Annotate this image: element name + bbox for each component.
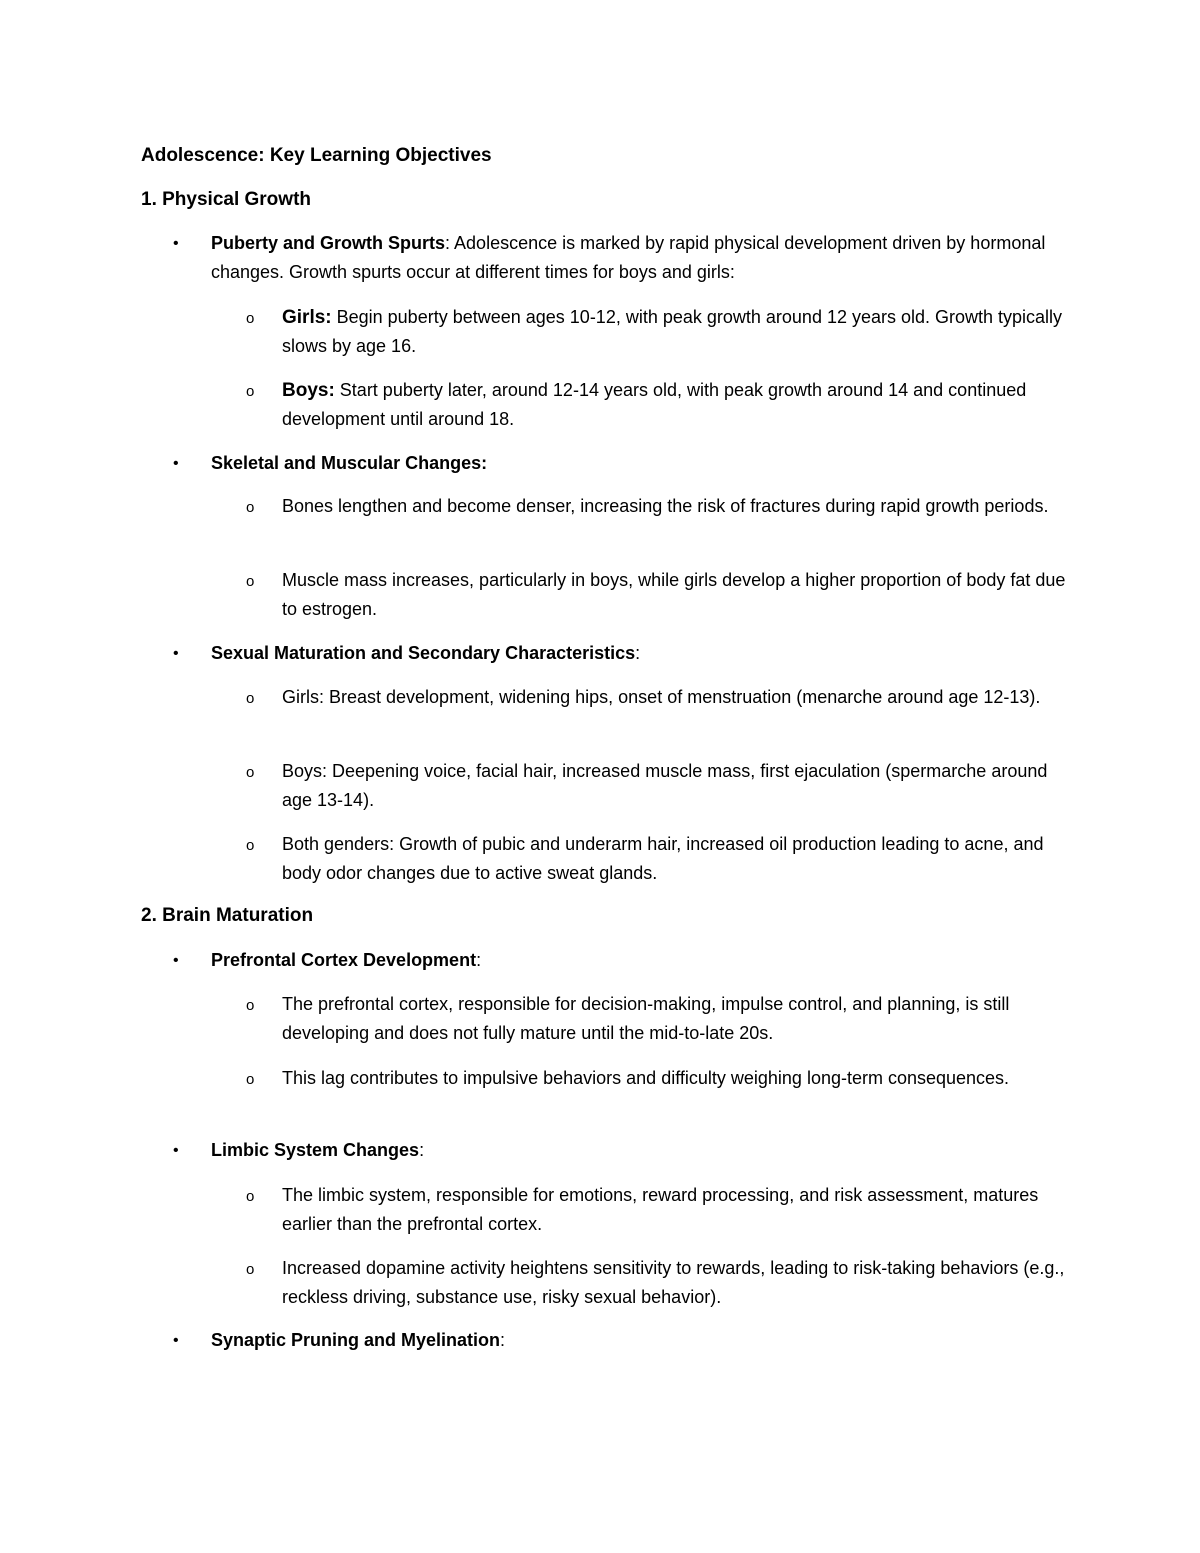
bullet-icon: • [173,455,179,472]
sub-bullet-label: Boys: [282,380,335,401]
document-title: Adolescence: Key Learning Objectives [141,145,492,166]
bullet-synaptic-pruning [173,1326,1061,1355]
bullet-icon: • [173,1332,179,1349]
sub-bullet-text: Both genders: Growth of pubic and underarm hair, increased oil production leading to acne, and body odor changes due to active sweat glands. [282,834,1044,883]
section-heading-brain-maturation: 2. Brain Maturation [141,905,314,926]
sub-bullet-text: Increased dopamine activity heightens sensitivity to rewards, leading to risk-taking behaviors (e.g., reckless driving, substance use, risky sexual behavior). [282,1258,1065,1307]
sub-bullet-icon: o [246,837,255,854]
sub-bullet-icon: o [246,1071,255,1088]
sub-bullet-icon: o [246,1261,255,1278]
sub-bullet-icon: o [246,499,255,516]
bullet-prefrontal-cortex [173,946,1061,975]
sub-bullet-icon: o [246,573,255,590]
sub-bullet-text: Start puberty later, around 12-14 years old, with peak growth around 14 and continued development until around 18. [282,380,1027,429]
bullet-skeletal-muscular [173,449,1061,478]
bullet-label-suffix: : [635,643,641,663]
sub-bullet-both-genders [246,830,1067,888]
sub-bullet-girls-characteristics [246,683,1067,712]
bullet-icon: • [173,952,179,969]
sub-bullet-text: Bones lengthen and become denser, increasing the risk of fractures during rapid growth periods. [282,496,1049,516]
sub-bullet-text: This lag contributes to impulsive behaviors and difficulty weighing long-term consequences. [282,1068,1010,1088]
bullet-label: Synaptic Pruning and Myelination [211,1330,501,1350]
sub-bullet-bones [246,492,1067,521]
sub-bullet-icon: o [246,997,255,1014]
sub-bullet-dopamine [246,1254,1067,1312]
sub-bullet-lag [246,1064,1067,1093]
sub-bullet-girls [246,303,1067,361]
sub-bullet-boys [246,376,1067,434]
sub-bullet-icon: o [246,383,255,400]
bullet-limbic-system [173,1136,1061,1165]
sub-bullet-icon: o [246,764,255,781]
sub-bullet-boys-characteristics [246,757,1067,815]
bullet-label: Sexual Maturation and Secondary Characteristics [211,643,636,663]
sub-bullet-text: Boys: Deepening voice, facial hair, increased muscle mass, first ejaculation (spermarche around age 13-14). [282,761,1048,810]
bullet-label: Puberty and Growth Spurts [211,233,446,253]
sub-bullet-limbic-matures [246,1181,1067,1239]
bullet-label: Skeletal and Muscular Changes: [211,453,488,473]
bullet-label-suffix: : [476,950,482,970]
bullet-label-suffix: : [419,1140,425,1160]
sub-bullet-text: Muscle mass increases, particularly in boys, while girls develop a higher proportion of body fat due to estrogen. [282,570,1066,619]
bullet-label: Prefrontal Cortex Development [211,950,477,970]
sub-bullet-icon: o [246,1188,255,1205]
sub-bullet-prefrontal-development [246,990,1067,1048]
bullet-label-suffix: : [500,1330,506,1350]
sub-bullet-label: Girls: [282,307,332,328]
section-heading-physical-growth: 1. Physical Growth [141,189,311,210]
bullet-icon: • [173,1142,179,1159]
bullet-puberty-growth-spurts [173,229,1061,287]
sub-bullet-icon: o [246,690,255,707]
bullet-icon: • [173,235,179,252]
bullet-label: Limbic System Changes [211,1140,420,1160]
sub-bullet-text: Girls: Breast development, widening hips, onset of menstruation (menarche around age 12-13). [282,687,1041,707]
sub-bullet-text: Begin puberty between ages 10-12, with peak growth around 12 years old. Growth typically slows by age 16. [282,307,1063,356]
sub-bullet-icon: o [246,310,255,327]
sub-bullet-text: The prefrontal cortex, responsible for decision-making, impulse control, and planning, is still developing and does not fully mature until the mid-to-late 20s. [282,994,1010,1043]
sub-bullet-text: The limbic system, responsible for emotions, reward processing, and risk assessment, matures earlier than the prefrontal cortex. [282,1185,1039,1234]
sub-bullet-muscle [246,566,1067,624]
bullet-text: : Adolescence is marked by rapid physical development driven by hormonal changes. Growth spurts occur at different times for boys and girls: [211,233,1046,282]
bullet-icon: • [173,645,179,662]
bullet-sexual-maturation [173,639,1061,668]
